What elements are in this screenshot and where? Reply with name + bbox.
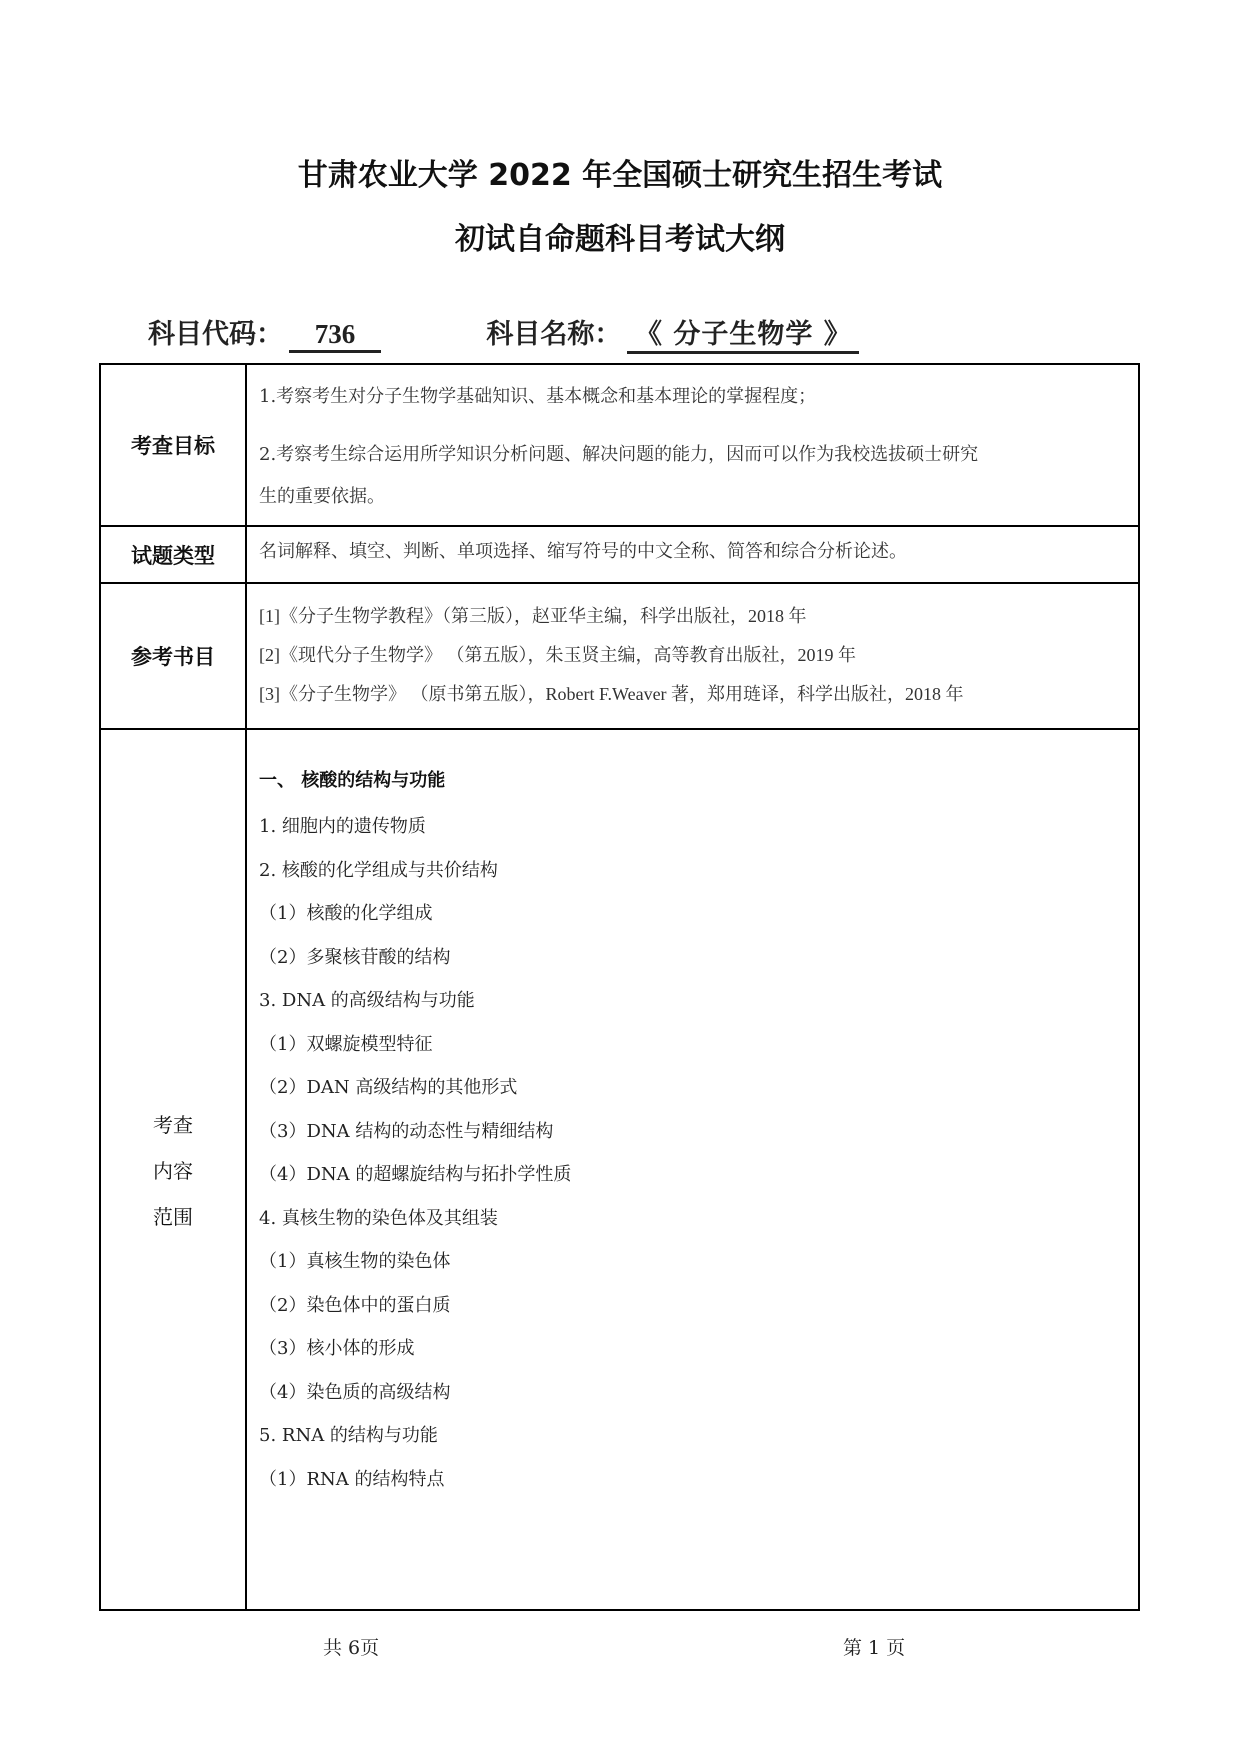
document-title-line2: 初试自命题科目考试大纲 [455, 222, 785, 257]
page-number: 第 1 页 [843, 1637, 906, 1659]
scope-item: （2）多聚核苷酸的结构 [259, 947, 451, 968]
objective-line: 1.考察考生对分子生物学基础知识、基本概念和基本理论的掌握程度； [259, 386, 817, 407]
scope-label-line: 内容 [153, 1159, 193, 1183]
scope-item: 4. 真核生物的染色体及其组装 [259, 1208, 498, 1229]
scope-item: 3. DNA 的高级结构与功能 [259, 990, 475, 1011]
scope-item: （1）核酸的化学组成 [259, 903, 433, 924]
objectives-content [247, 365, 1138, 525]
syllabus-table [99, 363, 1140, 1611]
scope-content [247, 730, 1138, 1610]
scope-section-heading: 一、 核酸的结构与功能 [259, 770, 446, 791]
question-types-label: 试题类型 [101, 527, 247, 582]
reference-item: [1]《分子生物学教程》（第三版），赵亚华主编，科学出版社，2018 年 [259, 606, 807, 626]
references-row [101, 584, 1138, 730]
question-types-content [247, 527, 1138, 582]
scope-item: （2）DAN 高级结构的其他形式 [259, 1077, 518, 1098]
subject-name-label: 科目名称： [486, 319, 622, 350]
objective-line: 2.考察考生综合运用所学知识分析问题、解决问题的能力，因而可以作为我校选拔硕士研究 [259, 444, 979, 465]
scope-label-line: 范围 [153, 1205, 193, 1229]
scope-item: 1. 细胞内的遗传物质 [259, 816, 426, 837]
objectives-label: 考查目标 [101, 365, 247, 525]
question-types-text: 名词解释、填空、判断、单项选择、缩写符号的中文全称、简答和综合分析论述。 [259, 541, 907, 562]
scope-label-line: 考查 [153, 1113, 193, 1137]
reference-item: [2]《现代分子生物学》 （第五版），朱玉贤主编，高等教育出版社，2019 年 [259, 645, 856, 665]
scope-item: （1）双螺旋模型特征 [259, 1034, 433, 1055]
scope-item: （4）染色质的高级结构 [259, 1382, 451, 1403]
question-types-row [101, 527, 1138, 584]
subject-code-label: 科目代码： [148, 319, 283, 350]
subject-code-value: 736 [289, 318, 381, 353]
scope-item: （4）DNA 的超螺旋结构与拓扑学性质 [259, 1164, 572, 1185]
scope-item: 5. RNA 的结构与功能 [259, 1425, 438, 1446]
objective-line: 生的重要依据。 [259, 486, 385, 507]
references-label: 参考书目 [101, 584, 247, 728]
subject-info [148, 312, 859, 354]
subject-name-value: 《 分子生物学 》 [627, 319, 859, 354]
scope-item: 2. 核酸的化学组成与共价结构 [259, 860, 498, 881]
references-content [247, 584, 1138, 728]
scope-item: （3）DNA 结构的动态性与精细结构 [259, 1121, 554, 1142]
scope-label [101, 730, 247, 1610]
scope-item: （1）真核生物的染色体 [259, 1251, 451, 1272]
scope-row [101, 730, 1138, 1610]
total-pages: 共 6页 [323, 1637, 380, 1659]
document-title-line1: 甘肃农业大学 2022 年全国硕士研究生招生考试 [297, 158, 943, 193]
objectives-row [101, 365, 1138, 527]
reference-item: [3]《分子生物学》 （原书第五版），Robert F.Weaver 著，郑用琏译，科学出版社，2018 年 [259, 684, 964, 704]
scope-item: （2）染色体中的蛋白质 [259, 1295, 451, 1316]
scope-item: （3）核小体的形成 [259, 1338, 415, 1359]
scope-item: （1）RNA 的结构特点 [259, 1469, 445, 1490]
